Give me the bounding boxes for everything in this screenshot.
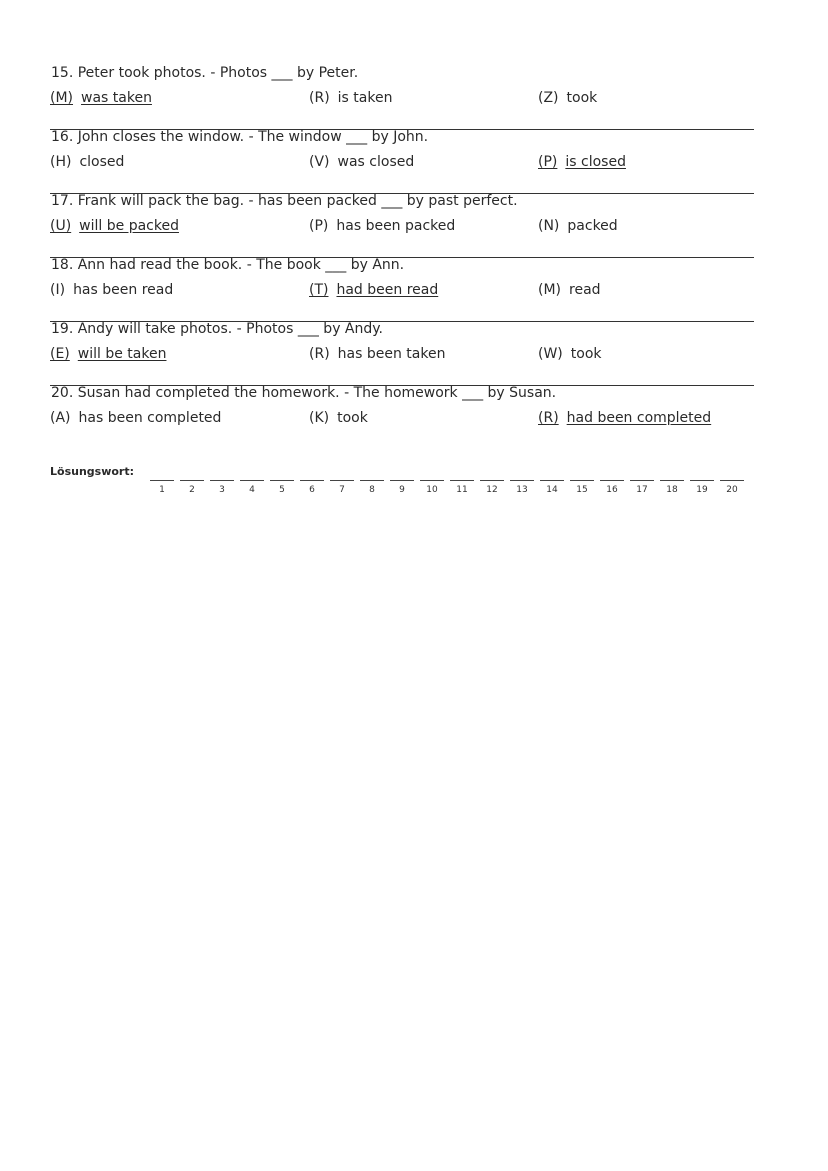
answer-option xyxy=(50,346,166,362)
solution-slot xyxy=(150,470,174,500)
answer-option xyxy=(50,282,173,298)
solution-slot xyxy=(480,470,504,500)
option-text: was taken xyxy=(81,90,152,106)
option-letter: (P) xyxy=(538,154,558,170)
slot-number: 2 xyxy=(189,485,195,495)
question-16 xyxy=(50,129,754,194)
option-letter: (I) xyxy=(50,282,66,298)
solution-slot xyxy=(180,470,204,500)
option-letter: (A) xyxy=(50,410,71,426)
option-letter: (V) xyxy=(309,154,330,170)
option-letter: (Z) xyxy=(538,90,559,106)
option-text: has been taken xyxy=(337,346,446,362)
slot-number: 10 xyxy=(426,485,438,495)
option-text: has been read xyxy=(73,282,174,298)
solution-slot xyxy=(690,470,714,500)
answer-option xyxy=(538,90,597,106)
option-text: is closed xyxy=(565,154,626,170)
answer-option xyxy=(309,410,368,426)
question-17 xyxy=(50,193,754,258)
slot-number: 14 xyxy=(546,485,558,495)
solution-slot xyxy=(420,470,444,500)
solution-slot xyxy=(720,470,744,500)
question-19 xyxy=(50,321,754,386)
question-20 xyxy=(50,385,754,449)
option-text: read xyxy=(569,282,601,298)
solution-word-slots xyxy=(150,470,750,500)
slot-number: 20 xyxy=(726,485,738,495)
option-text: will be taken xyxy=(77,346,167,362)
answer-option xyxy=(50,90,152,106)
option-letter: (U) xyxy=(50,218,72,234)
slot-number: 8 xyxy=(369,485,375,495)
answer-option xyxy=(50,218,179,234)
answer-option xyxy=(538,346,602,362)
slot-number: 9 xyxy=(399,485,405,495)
slot-number: 11 xyxy=(456,485,468,495)
option-text: packed xyxy=(567,218,618,234)
option-letter: (W) xyxy=(538,346,563,362)
option-text: is taken xyxy=(337,90,393,106)
answer-option xyxy=(50,410,221,426)
solution-slot xyxy=(510,470,534,500)
solution-slot xyxy=(600,470,624,500)
question-prompt: 16. John closes the window. - The window ___ by John. xyxy=(51,129,429,145)
answer-option xyxy=(309,154,414,170)
solution-slot xyxy=(270,470,294,500)
solution-slot xyxy=(540,470,564,500)
option-text: took xyxy=(337,410,368,426)
question-prompt: 17. Frank will pack the bag. - has been packed ___ by past perfect. xyxy=(51,193,518,209)
slot-number: 6 xyxy=(309,485,315,495)
option-text: took xyxy=(570,346,602,362)
question-18 xyxy=(50,257,754,322)
option-text: had been completed xyxy=(566,410,712,426)
answer-option xyxy=(538,282,601,298)
slot-number: 1 xyxy=(159,485,165,495)
answer-option xyxy=(538,154,626,170)
slot-number: 13 xyxy=(516,485,528,495)
solution-slot xyxy=(630,470,654,500)
option-letter: (M) xyxy=(538,282,562,298)
slot-number: 15 xyxy=(576,485,588,495)
slot-number: 16 xyxy=(606,485,618,495)
option-text: will be packed xyxy=(79,218,179,234)
option-letter: (H) xyxy=(50,154,72,170)
option-text: has been packed xyxy=(336,218,456,234)
option-text: took xyxy=(566,90,598,106)
slot-number: 3 xyxy=(219,485,225,495)
option-letter: (E) xyxy=(50,346,70,362)
option-text: was closed xyxy=(337,154,415,170)
solution-slot xyxy=(240,470,264,500)
solution-slot xyxy=(450,470,474,500)
question-15 xyxy=(50,65,754,130)
option-letter: (K) xyxy=(309,410,330,426)
answer-option xyxy=(50,154,124,170)
option-text: had been read xyxy=(336,282,439,298)
question-prompt: 19. Andy will take photos. - Photos ___ by Andy. xyxy=(51,321,384,337)
slot-number: 5 xyxy=(279,485,285,495)
answer-option xyxy=(309,282,438,298)
option-letter: (R) xyxy=(538,410,559,426)
answer-option xyxy=(538,218,618,234)
slot-number: 7 xyxy=(339,485,345,495)
answer-option xyxy=(309,218,455,234)
option-letter: (M) xyxy=(50,90,74,106)
slot-number: 4 xyxy=(249,485,255,495)
slot-number: 18 xyxy=(666,485,678,495)
answer-option xyxy=(309,346,445,362)
option-letter: (T) xyxy=(309,282,329,298)
solution-slot xyxy=(330,470,354,500)
option-letter: (P) xyxy=(309,218,329,234)
question-prompt: 15. Peter took photos. - Photos ___ by Peter. xyxy=(51,65,359,81)
solution-slot xyxy=(390,470,414,500)
solution-word-label: Lösungswort: xyxy=(50,465,134,478)
solution-slot xyxy=(570,470,594,500)
option-letter: (R) xyxy=(309,90,330,106)
option-text: has been completed xyxy=(78,410,222,426)
solution-slot xyxy=(210,470,234,500)
answer-option xyxy=(309,90,392,106)
option-letter: (N) xyxy=(538,218,560,234)
slot-number: 17 xyxy=(636,485,648,495)
slot-number: 12 xyxy=(486,485,498,495)
question-prompt: 20. Susan had completed the homework. - The homework ___ by Susan. xyxy=(51,385,557,401)
solution-slot xyxy=(300,470,324,500)
question-prompt: 18. Ann had read the book. - The book ___ by Ann. xyxy=(51,257,405,273)
slot-number: 19 xyxy=(696,485,708,495)
solution-slot xyxy=(660,470,684,500)
option-letter: (R) xyxy=(309,346,330,362)
answer-option xyxy=(538,410,711,426)
solution-slot xyxy=(360,470,384,500)
option-text: closed xyxy=(79,154,125,170)
